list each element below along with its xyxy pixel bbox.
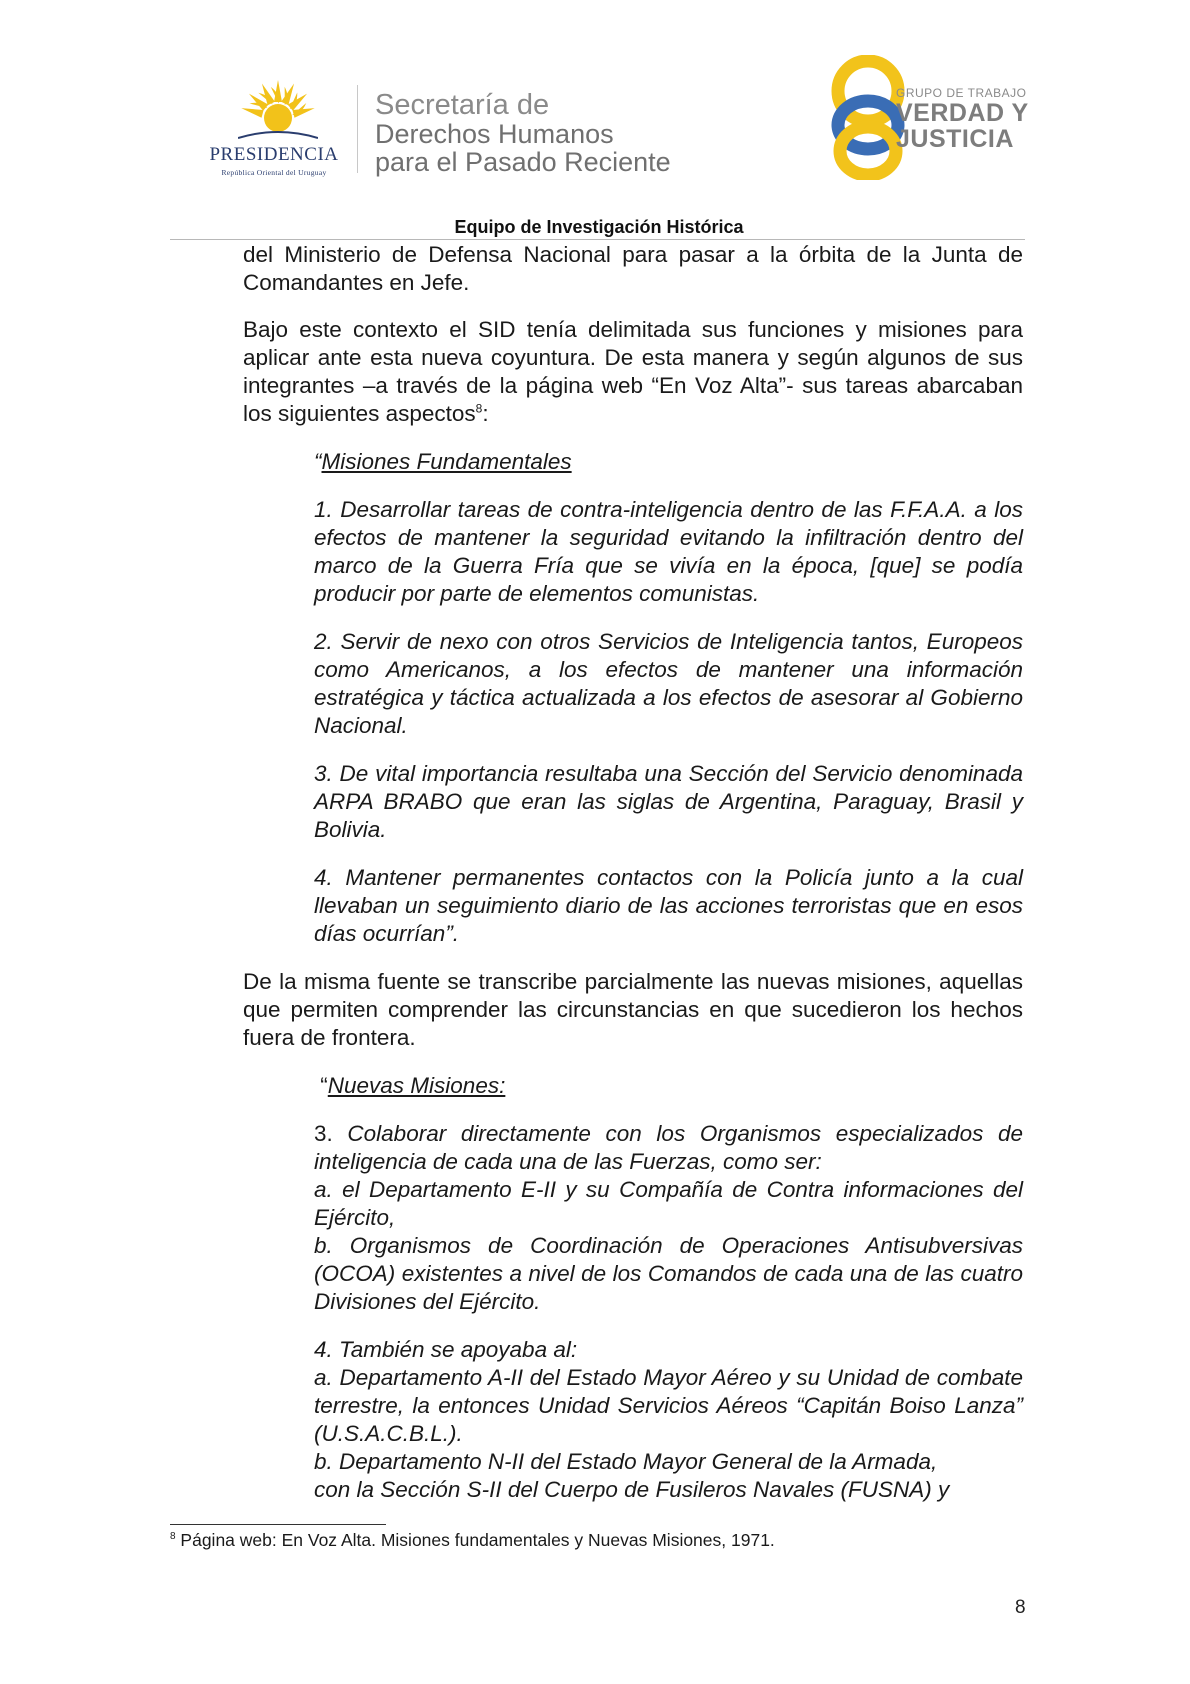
list-item-text: Colaborar directamente con los Organismos especializados de inteligencia de cada una de las Fuerzas, como ser: [314, 1121, 1023, 1174]
quote-heading-text: Nuevas Misiones: [327, 1073, 506, 1098]
document-body [243, 241, 1023, 1524]
open-quote: “ [314, 449, 322, 474]
quote-block [314, 1072, 1023, 1504]
paragraph-end: : [482, 401, 489, 426]
gtvj-line2: VERDAD Y [896, 99, 1029, 127]
footnote-number: 8 [170, 1531, 176, 1543]
open-quote: “ [320, 1073, 328, 1098]
list-item: 3. De vital importancia resultaba una Sección del Servicio denominada ARPA BRABO que eran las siglas de Argentina, Paraguay, Brasil y Bolivia. [314, 761, 1023, 842]
list-item [314, 1120, 1023, 1316]
gtvj-line1: GRUPO DE TRABAJO [896, 86, 1027, 100]
sub-item: b. Departamento N-II del Estado Mayor General de la Armada, [314, 1449, 938, 1474]
presidencia-logo [198, 80, 348, 180]
paragraph: De la misma fuente se transcribe parcialmente las nuevas misiones, aquellas que permiten comprender las circunstancias en que sucedieron los hechos fuera de frontera. [243, 969, 1023, 1050]
quote-heading [314, 448, 1023, 476]
team-title: Equipo de Investigación Histórica [454, 217, 744, 237]
list-item: 4. Mantener permanentes contactos con la Policía junto a la cual llevaban un seguimiento diario de las acciones terroristas que en esos días ocurrían”. [314, 865, 1023, 946]
sub-item: a. Departamento A-II del Estado Mayor Aéreo y su Unidad de combate terrestre, la entonces Unidad Servicios Aéreos “Capitán Boiso Lanza” (U.S.A.C.B.L.). [314, 1365, 1023, 1446]
footnote-ref: 8 [475, 401, 483, 416]
paragraph [243, 316, 1023, 428]
gtvj-line3: JUSTICIA [896, 125, 1014, 153]
page-number: 8 [1015, 1597, 1026, 1618]
header-rule [170, 239, 1025, 240]
presidencia-name: PRESIDENCIA [209, 144, 339, 165]
gtvj-logo-text [896, 86, 1029, 152]
footnote [170, 1530, 775, 1551]
list-item: 1. Desarrollar tareas de contra-inteligencia dentro de las F.F.A.A. a los efectos de mantener la seguridad evitando la infiltración dentro del marco de la Guerra Fría que se vivía en la época, [que] se podía producir por parte de elementos comunistas. [314, 497, 1023, 606]
secretaria-logo-text [375, 90, 671, 176]
paragraph: del Ministerio de Defensa Nacional para pasar a la órbita de la Junta de Comandantes en Jefe. [243, 242, 1023, 295]
paragraph-text: Bajo este contexto el SID tenía delimitada sus funciones y misiones para aplicar ante esta nueva coyuntura. De esta manera y según algunos de sus integrantes –a través de la página web “En Voz Alta”- sus tareas abarcaban los siguientes aspectos [243, 317, 1023, 426]
secretaria-line3: para el Pasado Reciente [375, 147, 671, 177]
footnote-rule [170, 1524, 386, 1525]
page-header [0, 0, 1190, 240]
sub-item: con la Sección S-II del Cuerpo de Fusileros Navales (FUSNA) y [314, 1477, 950, 1502]
sun-icon [238, 80, 318, 150]
quote-heading-text: Misiones Fundamentales [321, 449, 572, 474]
sub-item: b. Organismos de Coordinación de Operaciones Antisubversivas (OCOA) existentes a nivel de los Comandos de cada una de las cuatro Divisiones del Ejército. [314, 1233, 1023, 1314]
list-item-text: 4. También se apoyaba al: [314, 1337, 578, 1362]
quote-heading [314, 1072, 1023, 1100]
footnote-text: Página web: En Voz Alta. Misiones fundamentales y Nuevas Misiones, 1971. [175, 1530, 775, 1550]
logo-divider [357, 85, 358, 173]
presidencia-subtitle: República Oriental del Uruguay [221, 168, 327, 177]
sub-item: a. el Departamento E-II y su Compañía de Contra informaciones del Ejército, [314, 1177, 1023, 1230]
list-item [314, 1336, 1023, 1504]
quote-block [314, 448, 1023, 948]
list-number: 3. [314, 1121, 348, 1146]
secretaria-line1: Secretaría de [375, 89, 550, 121]
secretaria-line2: Derechos Humanos [375, 119, 614, 149]
list-item: 2. Servir de nexo con otros Servicios de Inteligencia tantos, Europeos como Americanos, a los efectos de mantener una información estratégica y táctica actualizada a los efectos de asesorar al Gobierno Nacional. [314, 629, 1023, 738]
